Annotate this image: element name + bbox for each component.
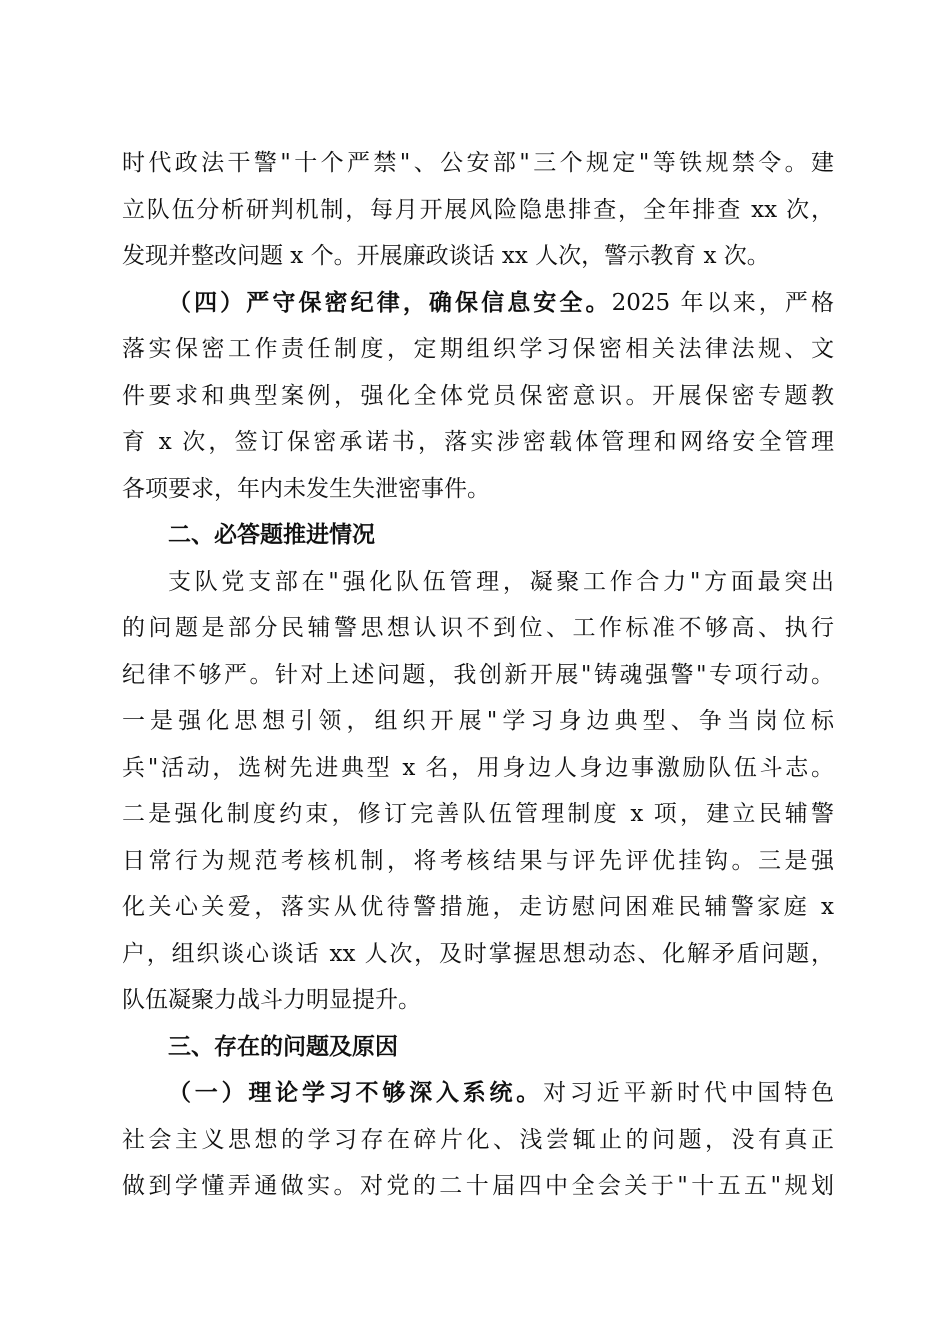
text-line: 落实保密工作责任制度，定期组织学习保密相关法律法规、文 bbox=[122, 336, 834, 362]
document-body bbox=[122, 140, 834, 1210]
section-4-first-line-rest: 2025 年以来，严格 bbox=[611, 289, 834, 316]
text-line: 兵"活动，选树先进典型 x 名，用身边人身边事激励队伍斗志。 bbox=[122, 754, 834, 781]
section-4-first-line bbox=[122, 280, 834, 327]
text-line: 发现并整改问题 x 个。开展廉政谈话 xx 人次，警示教育 x 次。 bbox=[122, 243, 770, 269]
text-line: 件要求和典型案例，强化全体党员保密意识。开展保密专题教 bbox=[122, 382, 834, 409]
text-line: 队伍凝聚力战斗力明显提升。 bbox=[122, 987, 421, 1013]
text-line: 的问题是部分民辅警思想认识不到位、工作标准不够高、执行 bbox=[122, 615, 834, 641]
text-line: 日常行为规范考核机制，将考核结果与评先评优挂钩。三是强 bbox=[122, 847, 834, 874]
text-line: 育 x 次，签订保密承诺书，落实涉密载体管理和网络安全管理 bbox=[122, 429, 834, 455]
text-line: 纪律不够严。针对上述问题，我创新开展"铸魂强警"专项行动。 bbox=[122, 661, 834, 688]
problems-first-line bbox=[122, 1070, 834, 1117]
problems-first-line-rest: 对习近平新时代中国特色 bbox=[543, 1080, 835, 1106]
text-line: 户，组织谈心谈话 xx 人次，及时掌握思想动态、化解矛盾问题， bbox=[122, 940, 834, 967]
text-line: 一是强化思想引领，组织开展"学习身边典型、争当岗位标 bbox=[122, 708, 834, 734]
text-line: 化关心关爱，落实从优待警措施，走访慰问困难民辅警家庭 x bbox=[122, 894, 834, 920]
section-4-lead: （四）严守保密纪律，确保信息安全。 bbox=[168, 288, 612, 316]
text-line: 立队伍分析研判机制，每月开展风险隐患排查，全年排查 xx 次， bbox=[122, 196, 834, 223]
text-line: 时代政法干警"十个严禁"、公安部"三个规定"等铁规禁令。建 bbox=[122, 150, 834, 176]
text-line: 各项要求，年内未发生失泄密事件。 bbox=[122, 475, 490, 502]
text-line: 社会主义思想的学习存在碎片化、浅尝辄止的问题，没有真正 bbox=[122, 1126, 834, 1153]
problems-lead: （一）理论学习不够深入系统。 bbox=[168, 1079, 544, 1106]
heading-problems-and-causes: 三、存在的问题及原因 bbox=[168, 1033, 398, 1060]
text-line: 二是强化制度约束，修订完善队伍管理制度 x 项，建立民辅警 bbox=[122, 801, 834, 827]
heading-required-questions: 二、必答题推进情况 bbox=[168, 522, 375, 548]
text-line: 做到学懂弄通做实。对党的二十届四中全会关于"十五五"规划 bbox=[122, 1173, 834, 1199]
text-line: 支队党支部在"强化队伍管理，凝聚工作合力"方面最突出 bbox=[168, 568, 834, 595]
